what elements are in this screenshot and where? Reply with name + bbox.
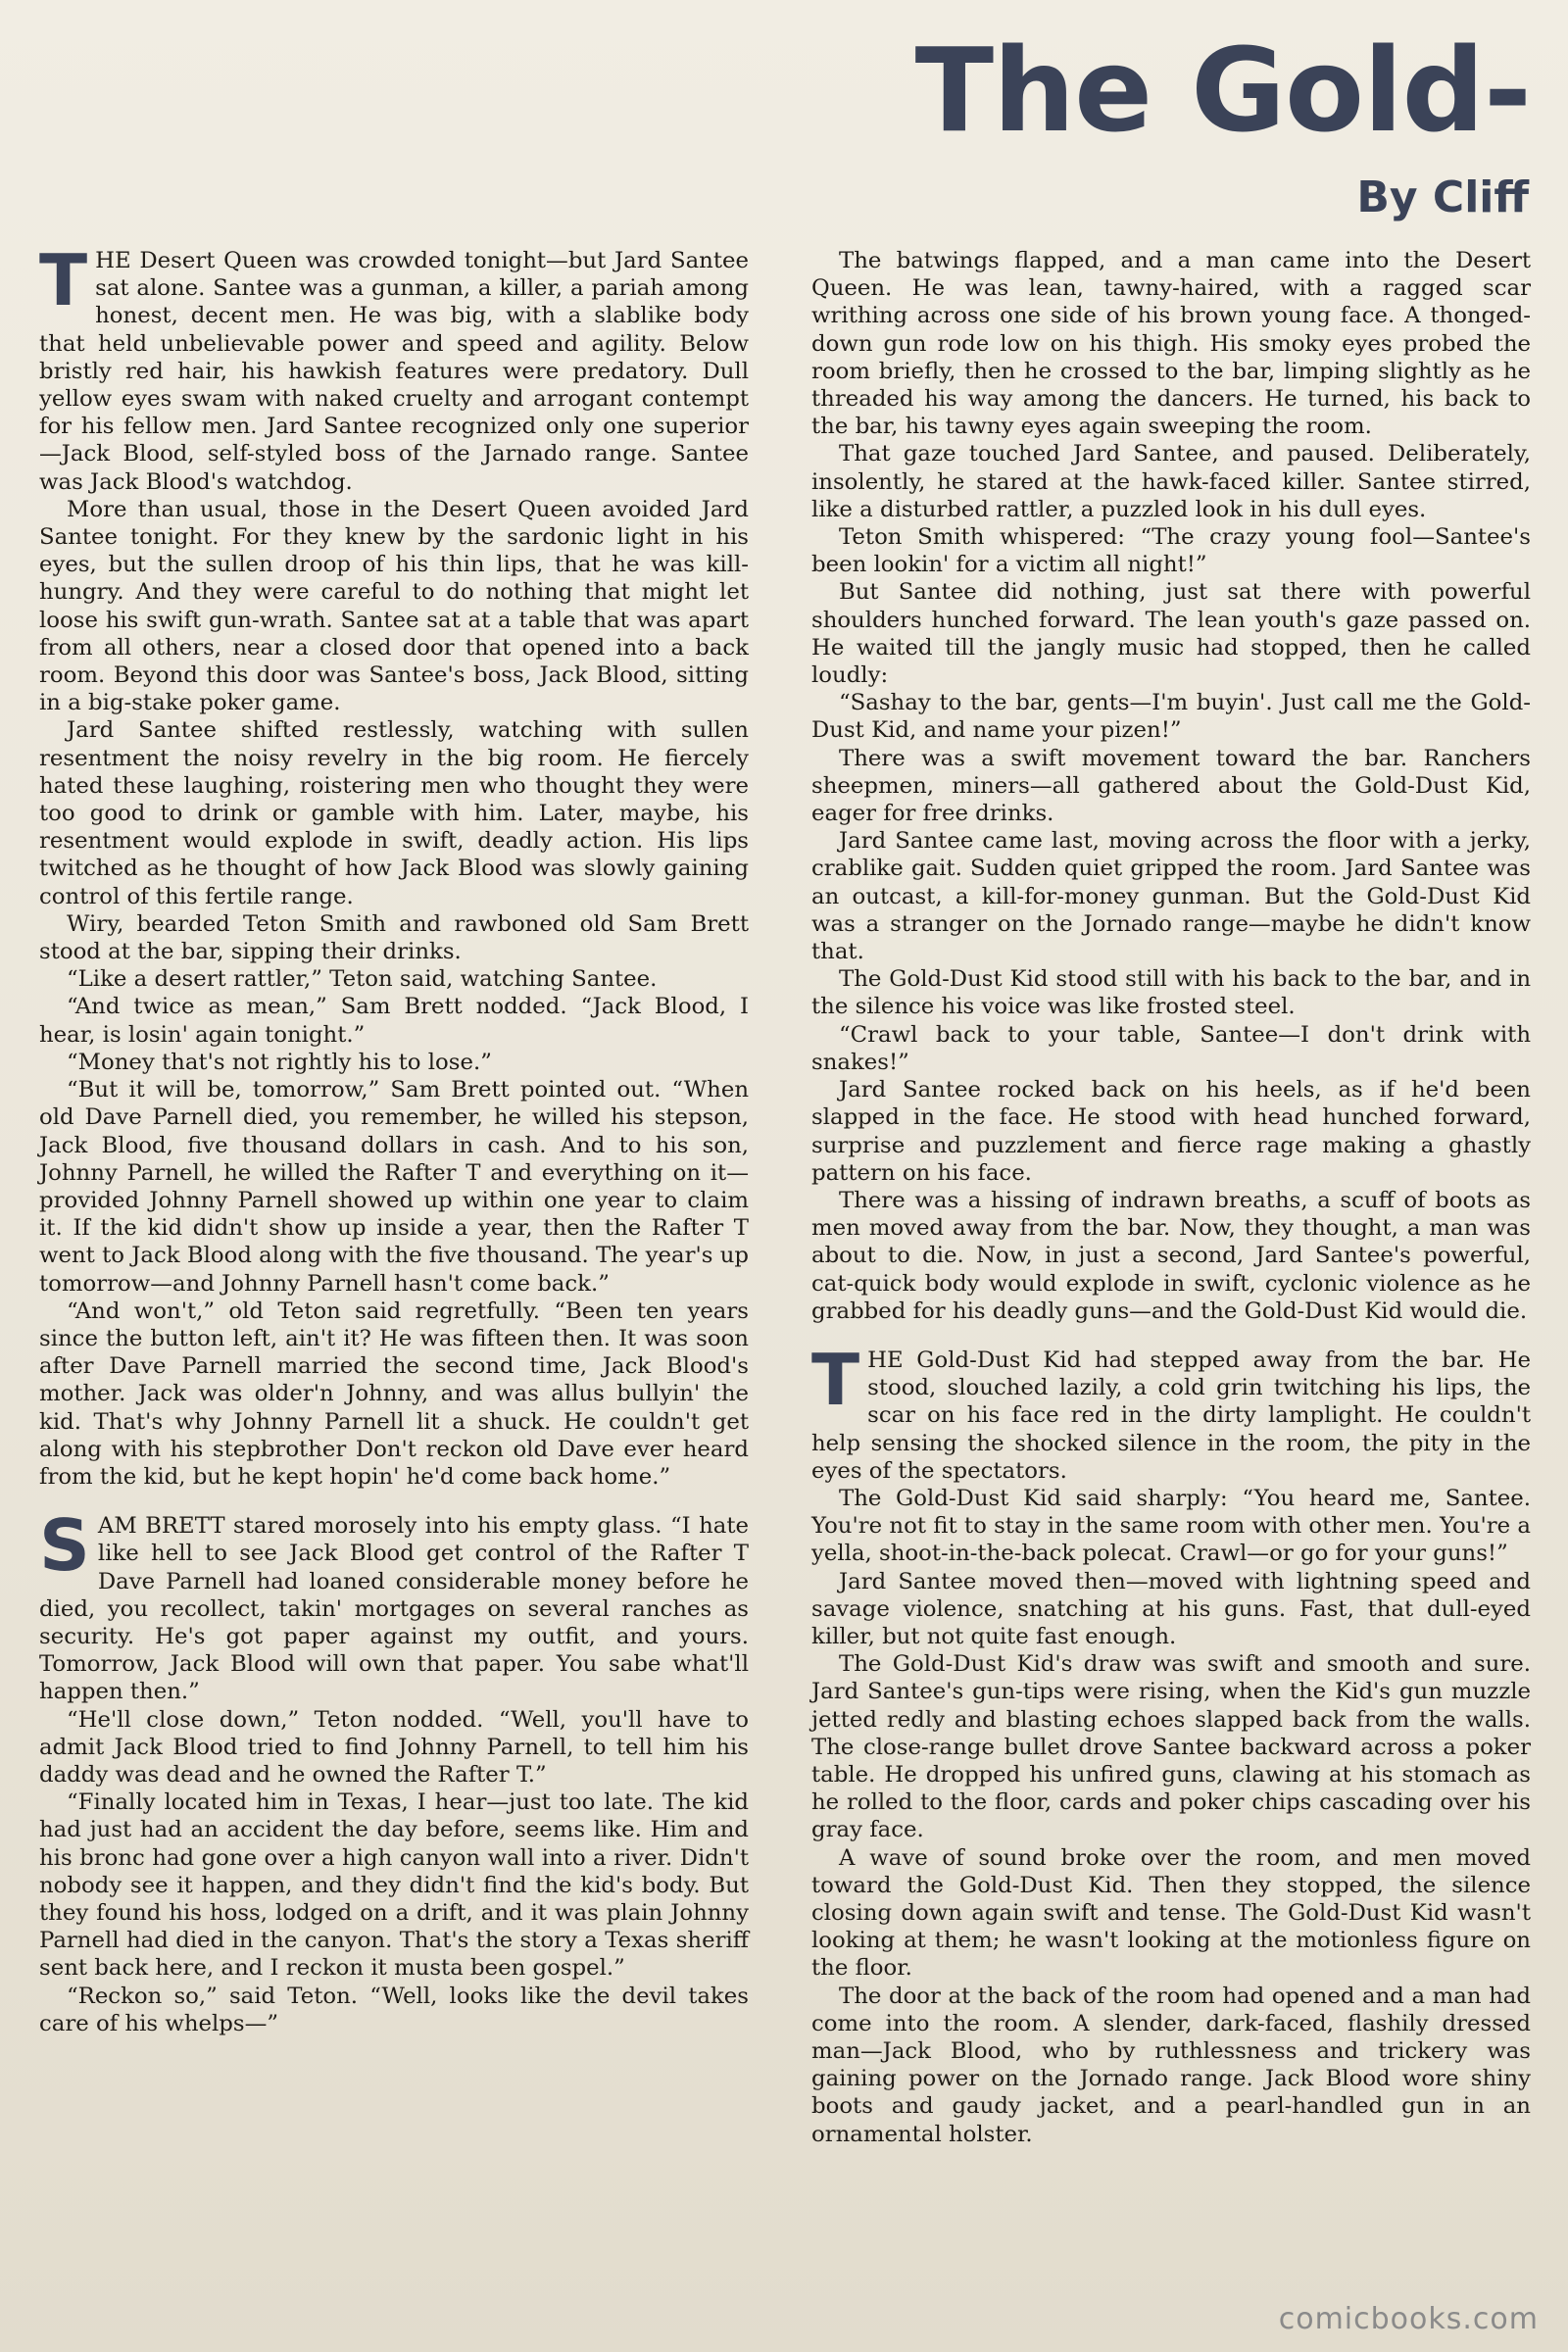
paragraph: Wiry, bearded Teton Smith and rawboned old Sam Brett stood at the bar, sipping their drinks. [39,910,749,965]
author-byline: By Cliff [1356,172,1529,222]
paragraph: Jard Santee shifted restlessly, watching with sullen resentment the noisy revelry in the big room. He fiercely hated these laughing, roistering men who thought they were too good to drink or gamble with him. Later, maybe, his resentment would explode in swift, deadly action. His lips twitched as he thought of how Jack Blood was slowly gaining control of this fertile range. [39,717,749,909]
paragraph: Jard Santee moved then—moved with lightning speed and savage violence, snatching at his guns. Fast, that dull-eyed killer, but not quite fast enough. [811,1568,1531,1649]
paragraph: The door at the back of the room had opened and a man had come into the room. A slender, dark-faced, flashily dressed man—Jack Blood, who by ruthlessness and trickery was gaining power on the Jornado range. Jack Blood wore shiny boots and gaudy jacket, and a pearl-handled gun in an ornamental holster. [811,1983,1531,2147]
drop-cap: S [39,1504,90,1588]
paragraph: More than usual, those in the Desert Queen avoided Jard Santee tonight. For they knew by the sardonic light in his eyes, but the sullen droop of his thin lips, that he was kill-hungry. And they were careful to do nothing that might let loose his swift gun-wrath. Santee sat at a table that was apart from all others, near a closed door that opened into a back room. Beyond this door was Santee's boss, Jack Blood, sitting in a big-stake poker game. [39,496,749,716]
drop-cap: T [811,1338,860,1421]
paragraph: “And won't,” old Teton said regretfully. “Been ten years since the button left, ain't it? He was fifteen then. It was soon after Dave Parnell married the second time, Jack Blood's mother. Jack was older'n Johnny, and was allus bullyin' the kid. That's why Johnny Parnell lit a shuck. He couldn't get along with his stepbrother Don't reckon old Dave ever heard from the kid, but he kept hopin' he'd come back home.” [39,1298,749,1490]
paragraph: “Sashay to the bar, gents—I'm buyin'. Just call me the Gold-Dust Kid, and name your pizen!” [811,690,1531,744]
right-column [811,247,1531,2148]
paragraph: SAM BRETT stared morosely into his empty glass. “I hate like hell to see Jack Blood get control of the Rafter T Dave Parnell had loaned considerable money before he died, you recollect, takin' mortgages on several ranches as security. He's got paper against my outfit, and yours. Tomorrow, Jack Blood will own that paper. You sabe what'll happen then.” [39,1504,749,1705]
paragraph: The Gold-Dust Kid's draw was swift and smooth and sure. Jard Santee's gun-tips were rising, when the Kid's gun muzzle jetted redly and blasting echoes slapped back from the walls. The close-range bullet drove Santee backward across a poker table. He dropped his unfired guns, clawing at his stomach as he rolled to the floor, cards and poker chips cascading over his gray face. [811,1651,1531,1843]
paragraph: The Gold-Dust Kid stood still with his back to the bar, and in the silence his voice was like frosted steel. [811,966,1531,1020]
paragraph: THE Desert Queen was crowded tonight—but Jard Santee sat alone. Santee was a gunman, a killer, a pariah among honest, decent men. He was big, with a slablike body that held unbelievable power and speed and agility. Below bristly red hair, his hawkish features were predatory. Dull yellow eyes swam with naked cruelty and arrogant contempt for his fellow men. Jard Santee recognized only one superior—Jack Blood, self-styled boss of the Jarnado range. Santee was Jack Blood's watchdog. [39,239,749,495]
paragraph: But Santee did nothing, just sat there with powerful shoulders hunched forward. The lean youth's gaze passed on. He waited till the jangly music had stopped, then he called loudly: [811,579,1531,689]
paragraph: “And twice as mean,” Sam Brett nodded. “Jack Blood, I hear, is losin' again tonight.” [39,994,749,1048]
site-watermark: comicbooks.com [1278,2302,1539,2336]
paragraph: Jard Santee came last, moving across the floor with a jerky, crablike gait. Sudden quiet gripped the room. Jard Santee was an outcast, a kill-for-money gunman. But the Gold-Dust Kid was a stranger on the Jornado range—maybe he didn't know that. [811,828,1531,965]
paragraph: There was a hissing of indrawn breaths, a scuff of boots as men moved away from the bar. Now, they thought, a man was about to die. Now, in just a second, Jard Santee's powerful, cat-quick body would explode in swift, cyclonic violence as he grabbed for his deadly guns—and the Gold-Dust Kid would die. [811,1187,1531,1324]
paragraph: “But it will be, tomorrow,” Sam Brett pointed out. “When old Dave Parnell died, you remember, he willed his stepson, Jack Blood, five thousand dollars in cash. And to his son, Johnny Parnell, he willed the Rafter T and everything on it—provided Johnny Parnell showed up within one year to claim it. If the kid didn't show up inside a year, then the Rafter T went to Jack Blood along with the five thousand. The year's up tomorrow—and Johnny Parnell hasn't come back.” [39,1077,749,1297]
paragraph: There was a swift movement toward the bar. Ranchers sheepmen, miners—all gathered about the Gold-Dust Kid, eager for free drinks. [811,745,1531,827]
paragraph: “Money that's not rightly his to lose.” [67,1049,492,1075]
paragraph: “Finally located him in Texas, I hear—just too late. The kid had just had an accident the day before, seems like. Him and his bronc had gone over a high canyon wall into a river. Didn't nobody see it happen, and they didn't find the kid's body. But they found his hoss, lodged on a drift, and it was plain Johnny Parnell had died in the canyon. That's the story a Texas sheriff sent back here, and I reckon it musta been gospel.” [39,1789,749,1982]
drop-cap: T [39,239,88,321]
left-column [39,239,749,2037]
paragraph: “He'll close down,” Teton nodded. “Well, you'll have to admit Jack Blood tried to find Johnny Parnell, to tell him his daddy was dead and he owned the Rafter T.” [39,1706,749,1788]
paragraph: Jard Santee rocked back on his heels, as if he'd been slapped in the face. He stood with head hunched forward, surprise and puzzlement and fierce rage making a ghastly pattern on his face. [811,1077,1531,1186]
paragraph: A wave of sound broke over the room, and men moved toward the Gold-Dust Kid. Then they stopped, the silence closing down again swift and tense. The Gold-Dust Kid wasn't looking at them; he wasn't looking at the motionless figure on the floor. [811,1844,1531,1982]
paragraph: The batwings flapped, and a man came into the Desert Queen. He was lean, tawny-haired, with a ragged scar writhing across one side of his brown young face. A thonged-down gun rode low on his thigh. His smoky eyes probed the room briefly, then he crossed to the bar, limping slightly as he threaded his way among the dancers. He turned, his back to the bar, his tawny eyes again sweeping the room. [811,248,1531,440]
paragraph: Teton Smith whispered: “The crazy young fool—Santee's been lookin' for a victim all night!” [811,524,1531,578]
paragraph: “Reckon so,” said Teton. “Well, looks like the devil takes care of his whelps—” [39,1983,749,2036]
paragraph: That gaze touched Jard Santee, and paused. Deliberately, insolently, he stared at the hawk-faced killer. Santee stirred, like a disturbed rattler, a puzzled look in his dull eyes. [811,441,1531,522]
paragraph: The Gold-Dust Kid said sharply: “You heard me, Santee. You're not fit to stay in the same room with other men. You're a yella, shoot-in-the-back polecat. Crawl—or go for your guns!” [811,1485,1531,1567]
story-title: The Gold- [914,23,1531,158]
paragraph: “Crawl back to your table, Santee—I don't drink with snakes!” [811,1021,1531,1075]
paragraph: “Like a desert rattler,” Teton said, watching Santee. [67,966,658,993]
paragraph: THE Gold-Dust Kid had stepped away from the bar. He stood, slouched lazily, a cold grin twitching his lips, the scar on his face red in the dirty lamplight. He couldn't help sensing the shocked silence in the room, the pity in the eyes of the spectators. [811,1338,1531,1484]
